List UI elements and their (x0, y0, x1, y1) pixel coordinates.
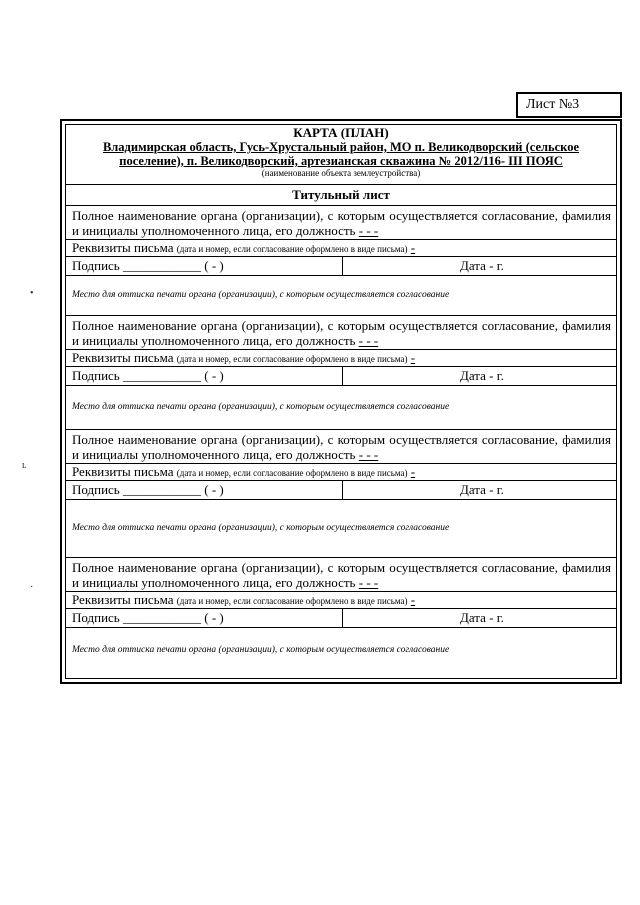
date-label: Дата - г. (460, 482, 504, 497)
section-title: Титульный лист (66, 185, 616, 206)
requisites-hint: (дата и номер, если согласование оформлено в виде письма) (176, 468, 408, 478)
sheet-number: Лист №3 (526, 97, 580, 112)
signature-blank: ____________ (123, 368, 201, 383)
sheet-number-box (516, 92, 622, 118)
requisites-label: Реквизиты письма (72, 464, 174, 479)
org-row (66, 316, 616, 350)
scan-speck-mark: · (30, 582, 34, 593)
requisites-value: - (410, 592, 416, 607)
org-value: - - - (358, 447, 379, 462)
org-row (66, 430, 616, 464)
requisites-row (66, 592, 616, 609)
requisites-row (66, 240, 616, 257)
form-inner-frame (65, 124, 617, 679)
requisites-label: Реквизиты письма (72, 240, 174, 255)
signature-value: ( - ) (204, 258, 224, 273)
signature-cell (72, 481, 224, 498)
org-row (66, 206, 616, 240)
signature-cell (72, 609, 224, 626)
requisites-row (66, 350, 616, 367)
requisites-value: - (410, 464, 416, 479)
signature-cell (72, 367, 224, 384)
signature-row (66, 367, 616, 386)
org-text: Полное наименование органа (организации), с которым осуществляется согласование, фамилия и инициалы уполномоченного лица, его должность (72, 560, 611, 590)
org-text: Полное наименование органа (организации), с которым осуществляется согласование, фамилия и инициалы уполномоченного лица, его должность (72, 208, 611, 238)
requisites-hint: (дата и номер, если согласование оформлено в виде письма) (176, 596, 408, 606)
signature-row (66, 257, 616, 276)
cell-divider (342, 367, 343, 385)
cell-divider (342, 609, 343, 627)
cell-divider (342, 257, 343, 275)
stamp-area: Место для оттиска печати органа (организации), с которым осуществляется согласование (66, 276, 616, 316)
requisites-hint: (дата и номер, если согласование оформлено в виде письма) (176, 354, 408, 364)
signature-value: ( - ) (204, 368, 224, 383)
org-row (66, 558, 616, 592)
requisites-value: - (410, 350, 416, 365)
date-label: Дата - г. (460, 368, 504, 383)
signature-label: Подпись (72, 482, 120, 497)
signature-blank: ____________ (123, 258, 201, 273)
signature-label: Подпись (72, 258, 120, 273)
map-title: КАРТА (ПЛАН) (293, 125, 389, 140)
requisites-hint: (дата и номер, если согласование оформлено в виде письма) (176, 244, 408, 254)
org-value: - - - (358, 223, 379, 238)
requisites-row (66, 464, 616, 481)
date-label: Дата - г. (460, 610, 504, 625)
signature-blank: ____________ (123, 482, 201, 497)
header-block (66, 125, 616, 185)
object-line: Владимирская область, Гусь-Хрустальный район, МО п. Великодворский (сельское поселение), п. Великодворский, артезианская скважина № 2012/116- III ПОЯС (102, 140, 580, 168)
signature-blank: ____________ (123, 610, 201, 625)
requisites-label: Реквизиты письма (72, 592, 174, 607)
signature-value: ( - ) (204, 610, 224, 625)
scan-speck-mark: ʟ (22, 460, 27, 471)
approval-form (60, 119, 622, 684)
stamp-area: Место для оттиска печати органа (организации), с которым осуществляется согласование (66, 500, 616, 558)
signature-row (66, 481, 616, 500)
signature-cell (72, 257, 224, 274)
date-label: Дата - г. (460, 258, 504, 273)
org-text: Полное наименование органа (организации), с которым осуществляется согласование, фамилия и инициалы уполномоченного лица, его должность (72, 432, 611, 462)
cell-divider (342, 481, 343, 499)
object-caption: (наименование объекта землеустройства) (261, 168, 421, 178)
signature-value: ( - ) (204, 482, 224, 497)
org-text: Полное наименование органа (организации), с которым осуществляется согласование, фамилия и инициалы уполномоченного лица, его должность (72, 318, 611, 348)
requisites-label: Реквизиты письма (72, 350, 174, 365)
org-value: - - - (358, 575, 379, 590)
signature-row (66, 609, 616, 628)
stamp-area: Место для оттиска печати органа (организации), с которым осуществляется согласование (66, 386, 616, 430)
requisites-value: - (410, 240, 416, 255)
signature-label: Подпись (72, 610, 120, 625)
stamp-area: Место для оттиска печати органа (организации), с которым осуществляется согласование (72, 645, 450, 655)
org-value: - - - (358, 333, 379, 348)
signature-label: Подпись (72, 368, 120, 383)
scan-speck-mark: • (30, 288, 34, 299)
